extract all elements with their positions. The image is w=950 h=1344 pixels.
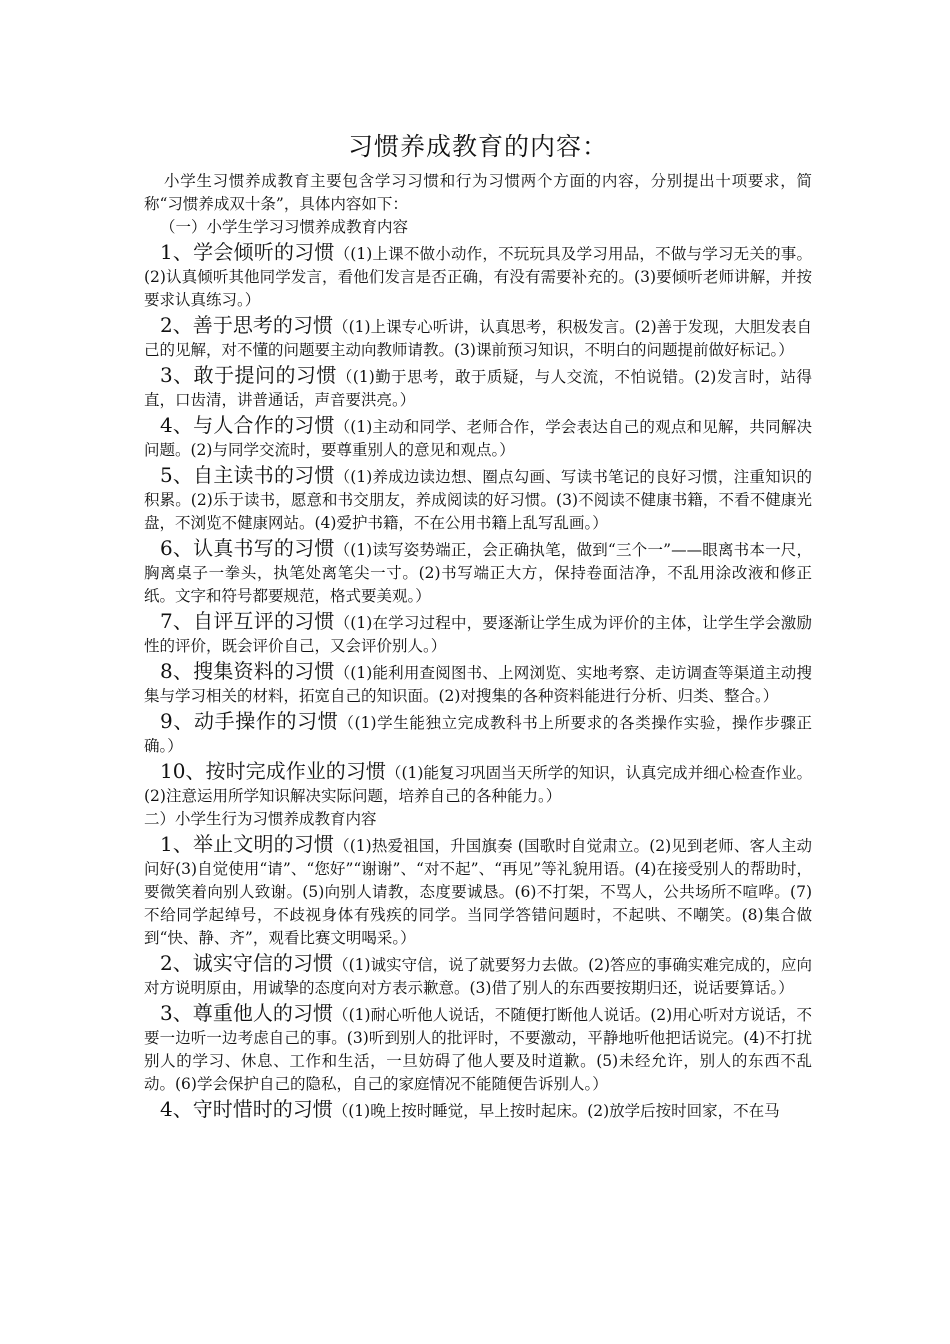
intro-paragraph: 小学生习惯养成教育主要包含学习习惯和行为习惯两个方面的内容，分别提出十项要求，简称“习惯养成双十条”，具体内容如下： — [144, 172, 812, 213]
habit-heading: 5、自主读书的习惯 — [160, 463, 335, 487]
habit-item — [144, 364, 812, 412]
habit-description: （(1)学生能独立完成教科书上所要求的各类操作实验，操作步骤正确。） — [144, 714, 812, 755]
habit-heading: 2、善于思考的习惯 — [160, 313, 334, 337]
habit-heading: 2、诚实守信的习惯 — [160, 951, 334, 975]
section-title-study: （一）小学生学习习惯养成教育内容 — [160, 218, 409, 236]
habit-item — [144, 952, 812, 1000]
habit-heading: 6、认真书写的习惯 — [160, 536, 335, 560]
habit-item — [144, 241, 812, 312]
habit-description: （(1)主动和同学、老师合作，学会表达自己的观点和见解，共同解决问题。(2)与同学交流时，要尊重别人的意见和观点。） — [144, 418, 812, 459]
habit-item — [144, 464, 812, 535]
habit-item — [144, 833, 812, 950]
habit-heading: 1、学会倾听的习惯 — [160, 240, 335, 264]
habit-description: （(1)在学习过程中，要逐渐让学生成为评价的主体，让学生学会激励性的评价，既会评价自己，又会评价别人。） — [144, 614, 812, 655]
habit-description: （(1)热爱祖国，升国旗奏 (国歌时自觉肃立。(2)见到老师、客人主动问好(3)自觉使用“请”、“您好”“谢谢”、“对不起”、“再见”等礼貌用语。(4)在接受别人的帮助时，要微笑着向别人致谢。(5)向别人请教，态度要诚恳。(6)不打架，不骂人，公共场所不喧哗。(7)不给同学起绰号，不歧视身体有残疾的同学。当同学答错问题时，不起哄、不嘲笑。(8)集合做到“快、静、齐”，观看比赛文明喝采。） — [144, 837, 813, 947]
habit-description: （(1)养成边读边想、圈点勾画、写读书笔记的良好习惯，注重知识的积累。(2)乐于读书，愿意和书交朋友，养成阅读的好习惯。(3)不阅读不健康书籍，不看不健康光盘，不浏览不健康网站。(4)爱护书籍，不在公用书籍上乱写乱画。） — [144, 468, 812, 532]
habit-description: （(1)晚上按时睡觉，早上按时起床。(2)放学后按时回家，不在马 — [332, 1102, 780, 1120]
habit-heading: 4、守时惜时的习惯 — [160, 1097, 333, 1121]
habit-item — [144, 760, 812, 808]
habit-description: （(1)能利用查阅图书、上网浏览、实地考察、走访调查等渠道主动搜集与学习相关的材料，拓宽自己的知识面。(2)对搜集的各种资料能进行分析、归类、整合。） — [144, 664, 812, 705]
section-behavior-items — [144, 833, 812, 1123]
habit-heading: 3、敢于提问的习惯 — [160, 363, 337, 387]
habit-item — [144, 314, 812, 362]
habit-description: （(1)诚实守信，说了就要努力去做。(2)答应的事确实难完成的，应向对方说明原由，用诚挚的态度向对方表示歉意。(3)借了别人的东西要按期归还，说话要算话。） — [144, 956, 812, 997]
habit-item — [144, 610, 812, 658]
habit-description: （(1)耐心听他人说话，不随便打断他人说话。(2)用心听对方说话，不要一边听一边考虑自己的事。(3)听到别人的批评时，不要激动，平静地听他把话说完。(4)不打扰别人的学习、休息、工作和生活，一旦妨碍了他人要及时道歉。(5)未经允许，别人的东西不乱动。(6)学会保护自己的隐私，自己的家庭情况不能随便告诉别人。） — [144, 1006, 812, 1093]
section-study-items — [144, 241, 812, 808]
habit-item — [144, 710, 812, 758]
habit-heading: 9、动手操作的习惯 — [160, 709, 339, 733]
habit-item — [144, 660, 812, 708]
habit-heading: 4、与人合作的习惯 — [160, 413, 335, 437]
habit-item — [144, 1098, 812, 1123]
habit-description: （(1)上课不做小动作，不玩玩具及学习用品，不做与学习无关的事。(2)认真倾听其他同学发言，看他们发言是否正确，有没有需要补充的。(3)要倾听老师讲解，并按要求认真练习。） — [144, 245, 812, 309]
document-title: 习惯养成教育的内容： — [347, 132, 608, 161]
document-page — [144, 130, 812, 1123]
section-title-behavior: 二）小学生行为习惯养成教育内容 — [144, 810, 377, 828]
habit-description: （(1)上课专心听讲，认真思考，积极发言。(2)善于发现，大胆发表自己的见解，对不懂的问题要主动向教师请教。(3)课前预习知识，不明白的问题提前做好标记。） — [144, 318, 812, 359]
habit-heading: 1、举止文明的习惯 — [160, 832, 335, 856]
habit-item — [144, 1002, 812, 1096]
habit-description: （(1)能复习巩固当天所学的知识，认真完成并细心检查作业。(2)注意运用所学知识解决实际问题，培养自己的各种能力。） — [144, 764, 812, 805]
habit-heading: 3、尊重他人的习惯 — [160, 1001, 334, 1025]
habit-description: （(1)勤于思考，敢于质疑，与人交流，不怕说错。(2)发言时，站得直，口齿清，讲普通话，声音要洪亮。） — [144, 368, 812, 409]
habit-heading: 10、按时完成作业的习惯 — [160, 759, 386, 783]
habit-item — [144, 537, 812, 608]
habit-description: （(1)读写姿势端正，会正确执笔，做到“三个一”——眼离书本一尺，胸离桌子一拳头，执笔处离笔尖一寸。(2)书写端正大方，保持卷面洁净，不乱用涂改液和修正纸。文字和符号都要规范，格式要美观。） — [144, 541, 812, 605]
habit-item — [144, 414, 812, 462]
habit-heading: 7、自评互评的习惯 — [160, 609, 335, 633]
habit-heading: 8、搜集资料的习惯 — [160, 659, 335, 683]
